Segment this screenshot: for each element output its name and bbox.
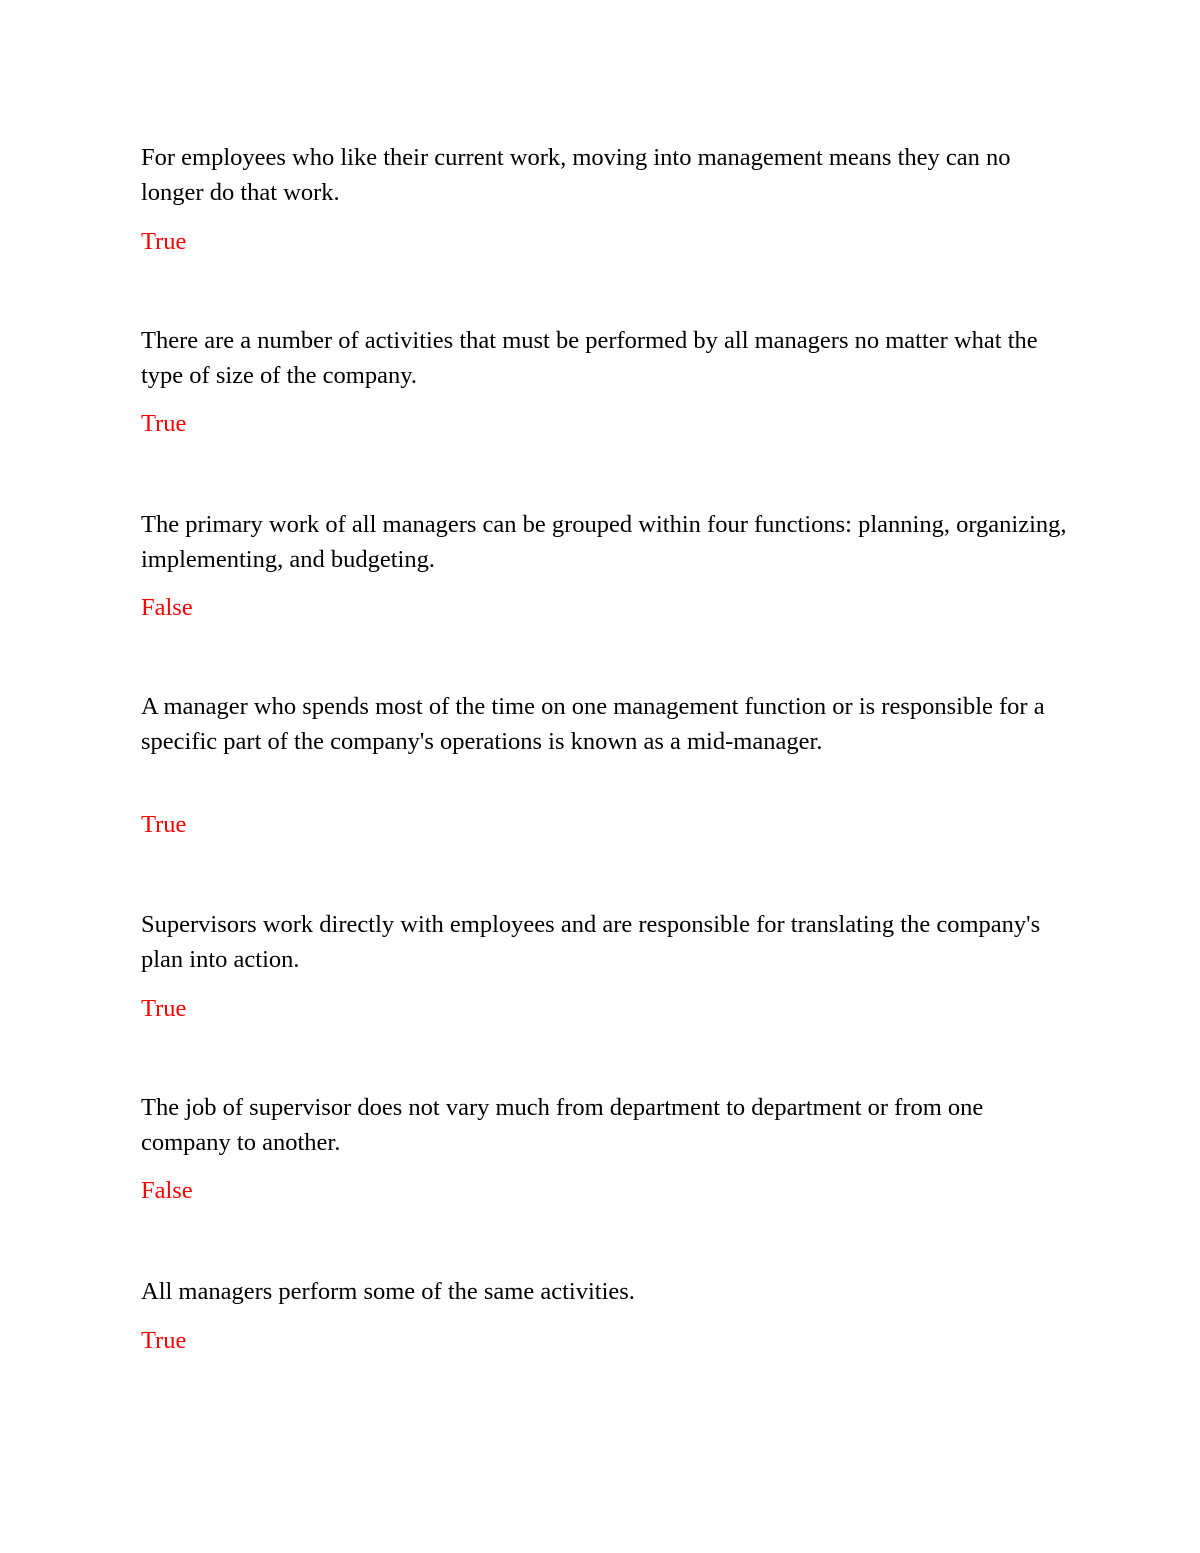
question-text: There are a number of activities that must be performed by all managers no matter what the type of size of the company. [141, 327, 1038, 389]
answer-text: True [141, 995, 187, 1022]
answer-text: False [141, 1177, 193, 1204]
question-block [141, 508, 1071, 621]
answer-text: True [141, 811, 187, 838]
question-text: A manager who spends most of the time on one management function or is responsible for a specific part of the company's operations is known as a mid-manager. [141, 693, 1045, 755]
question-block [141, 908, 1071, 1022]
answer-text: True [141, 228, 187, 255]
document-page [141, 0, 1071, 1553]
question-text: For employees who like their current work, moving into management means they can no longer do that work. [141, 144, 1011, 206]
question-text: Supervisors work directly with employees and are responsible for translating the company's plan into action. [141, 911, 1041, 973]
question-text: The primary work of all managers can be grouped within four functions: planning, organizing, implementing, and budgeting. [141, 511, 1067, 573]
question-block [141, 324, 1071, 437]
question-text: All managers perform some of the same activities. [141, 1278, 635, 1305]
answer-text: True [141, 410, 187, 437]
question-block [141, 1091, 1071, 1204]
answer-text: False [141, 594, 193, 621]
answer-text: True [141, 1327, 187, 1354]
question-block [141, 690, 1071, 838]
question-text: The job of supervisor does not vary much from department to department or from one company to another. [141, 1094, 984, 1156]
question-block [141, 1275, 1071, 1354]
question-block [141, 141, 1071, 255]
